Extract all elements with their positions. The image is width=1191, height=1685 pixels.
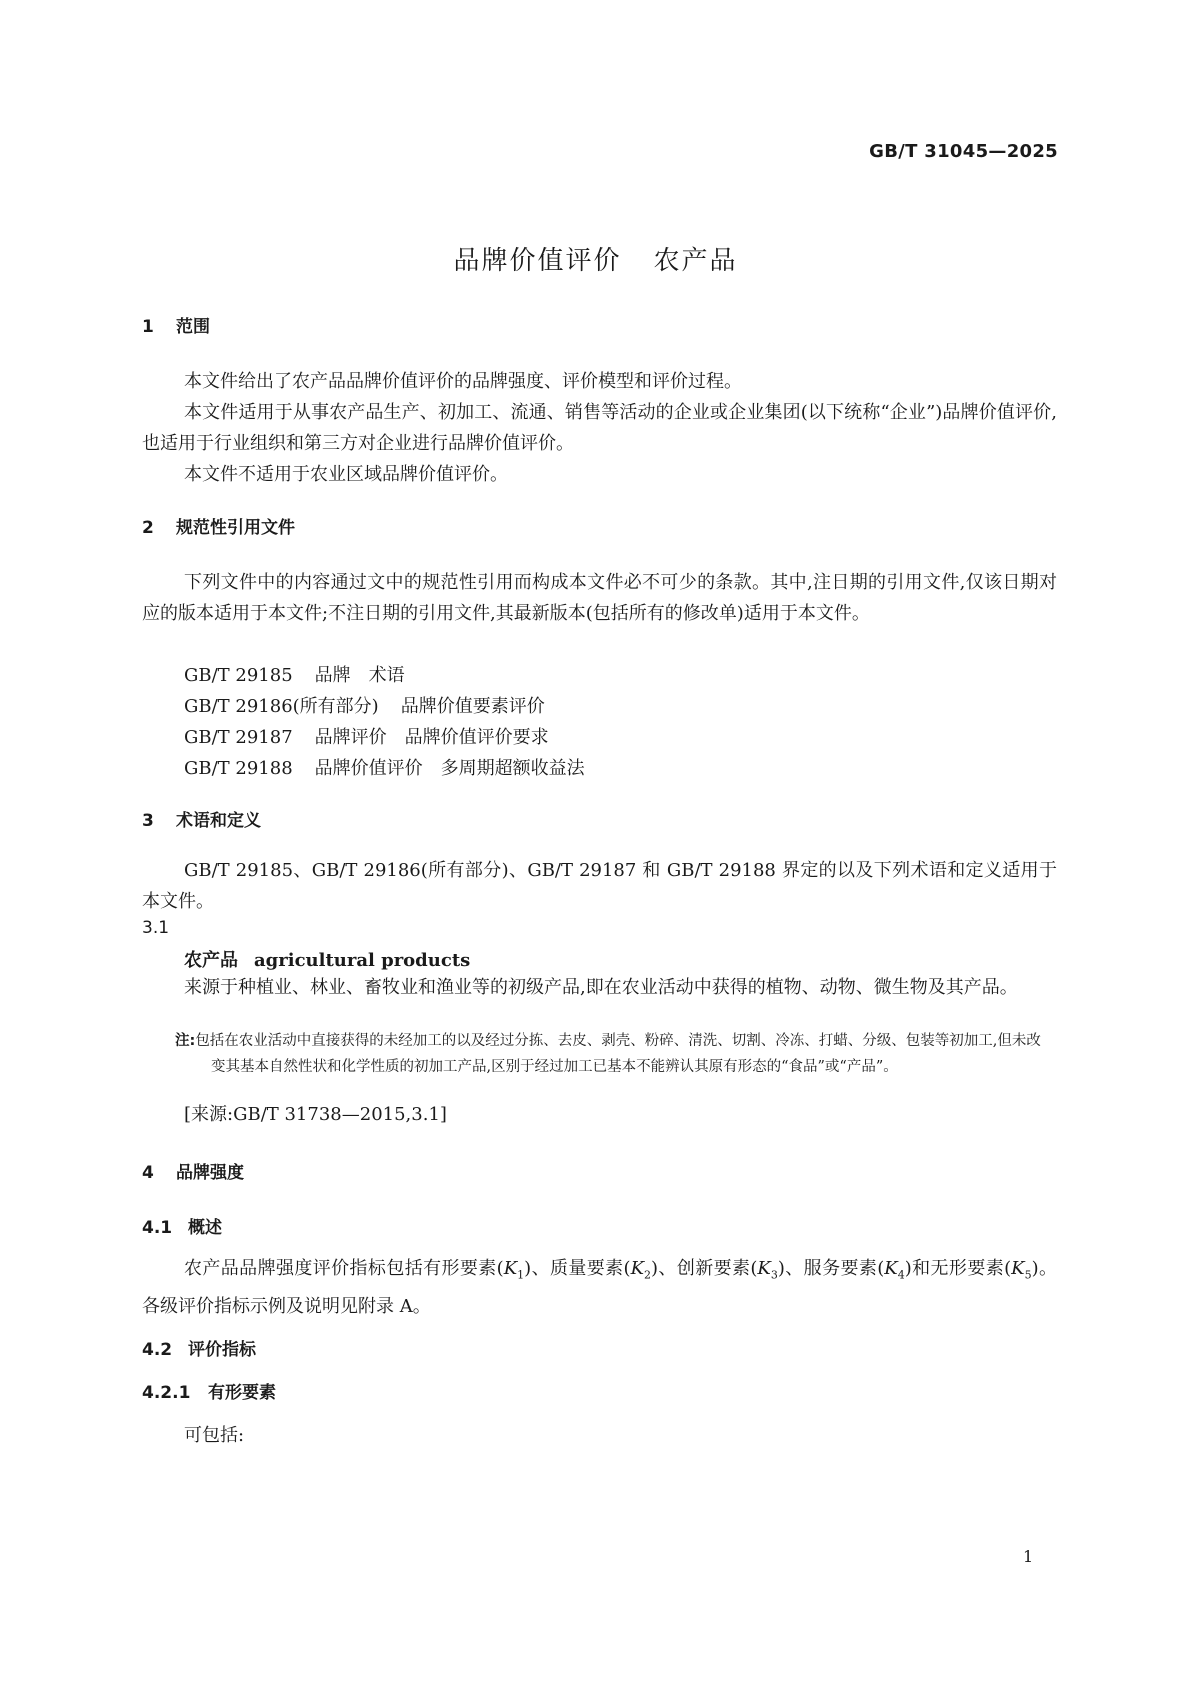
reference-name: 品牌价值评价 多周期超额收益法 [314, 758, 585, 779]
paragraph: 本文件不适用于农业区域品牌价值评价。 [184, 464, 508, 485]
term-chinese: 农产品 [184, 950, 238, 971]
section-4-2-heading [142, 1335, 256, 1360]
reference-code: GB/T 29188 [184, 758, 293, 779]
term-heading [184, 946, 470, 972]
standard-number: GB/T 31045—2025 [869, 141, 1058, 162]
reference-name: 品牌评价 品牌价值评价要求 [314, 727, 549, 748]
title-part1: 品牌价值评价 [453, 246, 622, 276]
term-source: [来源:GB/T 31738—2015,3.1] [184, 1104, 447, 1125]
term-english: agricultural products [254, 950, 471, 971]
subscript: 5 [1024, 1268, 1032, 1282]
section-1-heading [142, 312, 210, 337]
section-title: 有形要素 [208, 1383, 276, 1403]
reference-item [184, 660, 405, 691]
note-label: 注: [175, 1033, 196, 1049]
section-number: 2 [142, 518, 154, 538]
document-title [0, 240, 1191, 277]
text: )、创新要素( [651, 1258, 758, 1279]
section-number: 1 [142, 317, 154, 337]
section-number: 4.1 [142, 1218, 173, 1238]
note-text: 包括在农业活动中直接获得的未经加工的以及经过分拣、去皮、剥壳、粉碎、清洗、切割、冷冻、打蜡、分级、包装等初加工,但未改变其基本自然性状和化学性质的初加工产品,区别于经过加工已基本不能辨认其原有形态的“食品”或“产品”。 [195, 1033, 1041, 1075]
section-number: 4.2 [142, 1340, 173, 1360]
title-part2: 农产品 [653, 246, 738, 276]
section-number: 3 [142, 811, 154, 831]
reference-name: 品牌价值要素评价 [400, 696, 545, 717]
symbol-k: K [630, 1258, 645, 1279]
reference-item [184, 722, 549, 753]
section-title: 概述 [188, 1218, 222, 1238]
paragraph: GB/T 29185、GB/T 29186(所有部分)、GB/T 29187 和 GB/T 29188 界定的以及下列术语和定义适用于本文件。 [142, 860, 1057, 912]
text: )、质量要素( [524, 1258, 631, 1279]
term-note [175, 1028, 1055, 1080]
reference-code: GB/T 29186(所有部分) [184, 696, 379, 717]
term-number: 3.1 [142, 918, 170, 938]
text: 农产品品牌强度评价指标包括有形要素( [184, 1258, 504, 1279]
reference-item [184, 691, 545, 722]
subscript: 4 [897, 1268, 905, 1282]
symbol-k: K [503, 1258, 518, 1279]
paragraph [142, 1253, 1057, 1322]
text: )、服务要素( [777, 1258, 885, 1279]
paragraph: 下列文件中的内容通过文中的规范性引用而构成本文件必不可少的条款。其中,注日期的引用文件,仅该日期对应的版本适用于本文件;不注日期的引用文件,其最新版本(包括所有的修改单)适用于本文件。 [142, 572, 1057, 624]
section-3-heading [142, 806, 261, 831]
section-number: 4 [142, 1163, 154, 1183]
paragraph: 可包括: [184, 1425, 245, 1446]
section-title: 评价指标 [188, 1340, 256, 1360]
section-title: 品牌强度 [176, 1163, 244, 1183]
paragraph: 本文件给出了农产品品牌价值评价的品牌强度、评价模型和评价过程。 [184, 371, 742, 392]
reference-code: GB/T 29187 [184, 727, 293, 748]
symbol-k: K [1011, 1258, 1025, 1279]
section-2-heading [142, 513, 295, 538]
page-number: 1 [1023, 1547, 1034, 1566]
section-4-1-heading [142, 1213, 222, 1238]
reference-name: 品牌 术语 [314, 665, 405, 686]
text: )和无形要素( [904, 1258, 1012, 1279]
subscript: 2 [644, 1268, 652, 1282]
term-definition: 来源于种植业、林业、畜牧业和渔业等的初级产品,即在农业活动中获得的植物、动物、微生物及其产品。 [184, 977, 1018, 998]
section-4-heading [142, 1158, 244, 1183]
subscript: 1 [517, 1268, 525, 1282]
paragraph: 本文件适用于从事农产品生产、初加工、流通、销售等活动的企业或企业集团(以下统称“企业”)品牌价值评价,也适用于行业组织和第三方对企业进行品牌价值评价。 [142, 402, 1057, 454]
section-title: 范围 [176, 317, 210, 337]
reference-item [184, 753, 585, 784]
symbol-k: K [884, 1258, 898, 1279]
text: )。各级评价指标示例及说明见附录 A。 [142, 1258, 1058, 1317]
section-4-2-1-heading [142, 1378, 276, 1403]
section-title: 术语和定义 [176, 811, 261, 831]
reference-code: GB/T 29185 [184, 665, 293, 686]
section-title: 规范性引用文件 [176, 518, 295, 538]
subscript: 3 [770, 1268, 778, 1282]
section-number: 4.2.1 [142, 1383, 191, 1403]
symbol-k: K [757, 1258, 771, 1279]
